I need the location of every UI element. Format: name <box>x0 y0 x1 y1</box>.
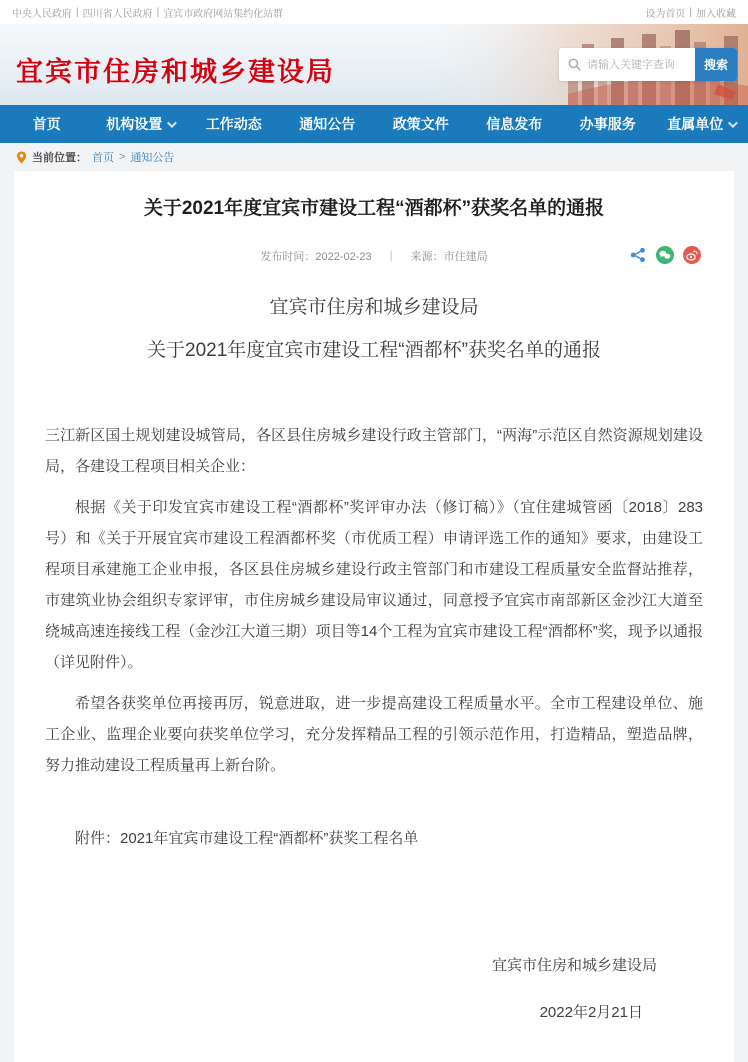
breadcrumb <box>0 143 748 171</box>
share-toolbar <box>629 246 701 264</box>
paragraph-basis: 根据《关于印发宜宾市建设工程“酒都杯”奖评审办法（修订稿）》（宜住建城管函〔2018〕283号）和《关于开展宜宾市建设工程酒都杯奖（市优质工程）申请评选工作的通知》要求，由建设工程项目承建施工企业申报，各区县住房城乡建设行政主管部门和市建设工程质量安全监督站推荐，市建筑业协会组织专家评审，市住房城乡建设局审议通过，同意授予宜宾市南部新区金沙江大道至绕城高速连接线工程（金沙江大道三期）项目等14个工程为宜宾市建设工程“酒都杯”奖，现予以通报（详见附件）。 <box>45 492 703 678</box>
breadcrumb-current-link[interactable]: 通知公告 <box>130 149 174 165</box>
site-banner <box>0 24 748 105</box>
link-yibin-site-cluster[interactable]: 宜宾市政府网站集约化站群 <box>163 5 283 20</box>
document-body <box>45 294 703 1022</box>
add-favorite-link[interactable]: 加入收藏 <box>696 5 736 20</box>
topbar-divider: | <box>689 7 692 18</box>
wechat-share-icon[interactable] <box>656 246 674 264</box>
nav-item-organization[interactable] <box>94 105 188 143</box>
article-source: 来源：市住建局 <box>411 248 488 264</box>
nav-item-label: 首页 <box>33 114 61 134</box>
nav-item-label: 政策文件 <box>393 114 449 134</box>
top-utility-bar <box>0 0 748 24</box>
article-meta <box>45 244 703 268</box>
nav-item-work-news[interactable] <box>187 105 281 143</box>
breadcrumb-home-link[interactable]: 首页 <box>92 149 114 165</box>
nav-item-policy-docs[interactable] <box>374 105 468 143</box>
link-sichuan-gov[interactable]: 四川省人民政府 <box>83 5 153 20</box>
document-issuing-org: 宜宾市住房和城乡建设局 <box>45 294 703 321</box>
topbar-left-links <box>12 5 283 20</box>
article-card <box>14 171 734 1062</box>
search-button[interactable]: 搜索 <box>695 48 737 81</box>
site-logo-title: 宜宾市住房和城乡建设局 <box>16 50 335 89</box>
weibo-share-icon[interactable] <box>683 246 701 264</box>
paragraph-recipients: 三江新区国土规划建设城管局，各区县住房城乡建设行政主管部门，“两海”示范区自然资源规划建设局，各建设工程项目相关企业： <box>45 420 703 482</box>
breadcrumb-label: 当前位置： <box>32 149 87 165</box>
nav-item-notices[interactable] <box>281 105 375 143</box>
nav-item-label: 信息发布 <box>486 114 542 134</box>
set-homepage-link[interactable]: 设为首页 <box>645 5 685 20</box>
nav-item-label: 工作动态 <box>206 114 262 134</box>
location-pin-icon <box>16 151 27 164</box>
chevron-down-icon <box>167 118 177 128</box>
document-title: 关于2021年度宜宾市建设工程“酒都杯”获奖名单的通报 <box>45 337 703 364</box>
nav-item-home[interactable] <box>0 105 94 143</box>
attachment-line: 附件：2021年宜宾市建设工程“酒都杯”获奖工程名单 <box>45 823 703 854</box>
nav-item-subordinate-units[interactable] <box>655 105 748 143</box>
signature-date: 2022年2月21日 <box>45 1001 703 1022</box>
nav-item-label: 机构设置 <box>106 114 162 134</box>
page-title: 关于2021年度宜宾市建设工程“酒都杯”获奖名单的通报 <box>45 195 703 222</box>
signature-org: 宜宾市住房和城乡建设局 <box>45 954 703 975</box>
topbar-divider: | <box>76 7 79 18</box>
publish-time: 发布时间：2022-02-23 <box>260 248 371 264</box>
search-input[interactable] <box>587 59 695 71</box>
nav-item-services[interactable] <box>561 105 655 143</box>
topbar-divider: | <box>157 7 160 18</box>
chevron-down-icon <box>728 118 738 128</box>
link-central-gov[interactable]: 中央人民政府 <box>12 5 72 20</box>
site-search <box>559 48 737 81</box>
nav-item-label: 直属单位 <box>667 114 723 134</box>
nav-item-label: 办事服务 <box>580 114 636 134</box>
nav-item-label: 通知公告 <box>299 114 355 134</box>
nav-item-info-release[interactable] <box>468 105 562 143</box>
search-icon <box>568 58 581 71</box>
paragraph-expectation: 希望各获奖单位再接再厉，锐意进取，进一步提高建设工程质量水平。全市工程建设单位、施工企业、监理企业要向获奖单位学习，充分发挥精品工程的引领示范作用，打造精品，塑造品牌，努力推动建设工程质量再上新台阶。 <box>45 688 703 781</box>
topbar-right-links <box>645 5 736 20</box>
share-nodes-icon[interactable] <box>629 246 647 264</box>
meta-separator: ｜ <box>386 248 397 264</box>
main-nav <box>0 105 748 143</box>
breadcrumb-separator: > <box>119 151 125 163</box>
